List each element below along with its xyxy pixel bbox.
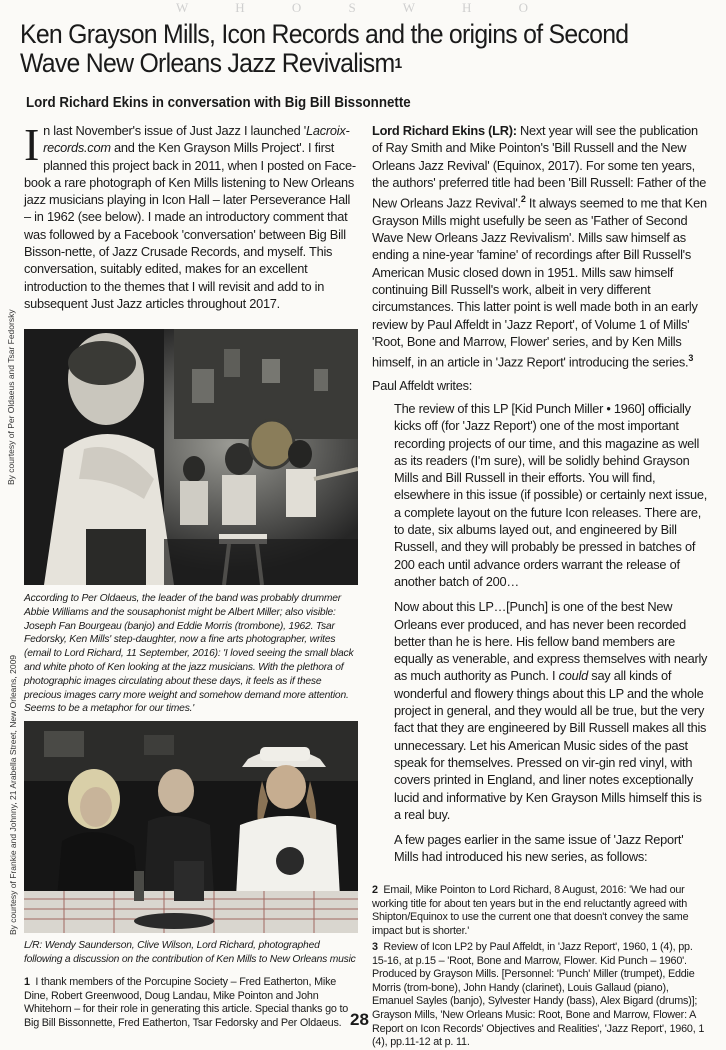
quote-2-a: Now about this LP…[Punch] is one of the best New Orleans ever produced, and has never been recorded better than he is here. His fellow band members are equally as venerable, and express themselves with nearly as much authority as Punch. I [394,599,708,684]
quote-2-italic: could [558,668,588,684]
footnote-3-number: 3 [372,941,378,953]
left-column-intro [24,119,360,312]
footnote-ref-3: 3 [688,353,694,364]
intro-text-part1: n last November's issue of Just Jazz I launched ' [43,123,306,138]
photo1-illustration [24,329,358,585]
article-subtitle: Lord Richard Ekins in conversation with Big Bill Bissonnette [26,95,411,111]
paragraph-lr-1-a: Next year will see the publication of Ray Smith and Mike Pointon's 'Bill Russell and the New Orleans Jazz Revival' (Equinox, 2017). For some ten years, the authors' preferred title had been 'Bill Russell: Father of the New Orleans Jazz Revival'. [372,123,707,211]
masthead-ghost-text: W H O S W H O [175,0,551,15]
title-footnote-marker: 1 [394,55,402,72]
photo2-caption: L/R: Wendy Saunderson, Clive Wilson, Lord Richard, photographed following a discussion on the contribution of Ken Mills to New Orleans music [24,940,356,965]
photo-band-icon-hall-1962 [24,329,358,585]
footnote-2-text: Email, Mike Pointon to Lord Richard, 8 August, 2016: 'We had our working title for about ten years but in the end reluctantly agreed with Shipton/Equinox to use the current one that doesn't convey the same impact but is shorter.' [372,884,689,937]
photo-wendy-clive-richard [24,721,358,933]
photo1-credit: By courtesy of Per Oldaeus and Tsar Fedorsky [6,309,16,485]
footnote-1-number: 1 [24,976,30,988]
intro-text-part2: and the Ken Grayson Mills Project'. I first planned this project back in 2011, when I posted on Face-book a rare photograph of Ken Mills listening to New Orleans jazz musicians playing in Icon Hall – later Perseverance Hall – in 1962 (see below). I made an introductory comment that was followed by a Facebook 'conversation' between Big Bill Bisson-nette, of Jazz Crusade Records, and myself. This conversation, suitably edited, makes for an excellent introduction to the themes that I will revisit and add to in subsequent Just Jazz articles throughout 2017. [24,140,356,311]
photo1-caption: According to Per Oldaeus, the leader of the band was probably drummer Abbie Williams and the sousaphonist might be Albert Miller; also visible: Joseph Fan Bourgeau (banjo) and Eddie Morris (trombone), 1962. Tsar Fedorsky, Ken Mills' step-daughter, now a fine arts photographer, writes (email to Lord Richard, 11 September, 2016): 'I loved seeing the small black and white photo of Ken looking at the jazz musicians. With the plethora of photographic images circulating about these days, it feels as if these precious images carry more weight and somehow demand more attention. Seems to be a metaphor for our times.' [24,593,354,715]
quote-paragraph-2 [394,598,710,823]
quote-paragraph-3: A few pages earlier in the same issue of 'Jazz Report' Mills had introduced his new series, as follows: [394,832,684,865]
paragraph-lr-1 [372,122,710,371]
quote-2-b: say all kinds of wonderful and flowery things about this LP and the whole project in general, and they would all be true, but the very fact that they are engineered by Bill Russell makes all this unnecessary. Let his American Music sides of the past speak for themselves. Pressed on vir-gin red vinyl, with covers printed in England, and liner notes exceptionally lucid and informative by Ken Grayson Mills himself this is a real buy. [394,668,707,822]
article-title-text: Ken Grayson Mills, Icon Records and the origins of Second Wave New Orleans Jazz Revivalism [20,19,629,78]
right-column [372,122,710,866]
drop-cap: I [24,119,40,170]
article-title [20,20,655,78]
footnote-ref-2: 2 [520,194,526,205]
paragraph-affeldt-intro: Paul Affeldt writes: [372,377,473,393]
footnote-3-text: Review of Icon LP2 by Paul Affeldt, in 'Jazz Report', 1960, 1 (4), pp. 15-16, at p.15 – 'Root, Bone and Marrow, Flower. Kid Punch – 1960'. Produced by Grayson Mills. [Personnel: 'Punch' Miller (trumpet), Eddie Morris (trom-bone), John Handy (clarinet), Louis Gallaud (piano), Emanuel Sayles (banjo), Sylvester Handy (bass), Alex Bigard (drums)]; Grayson Mills, 'New Orleans Music: Root, Bone and Marrow, Flower: A Report on Icon Records' Objectives and Realities', 'Jazz Report', 1960, 1 (4), pp.11-12 at p. 11. [372,941,705,1049]
photo2-illustration [24,721,358,933]
footnote-1 [24,976,354,1030]
footnote-2-number: 2 [372,884,378,896]
footnote-3 [372,941,710,1050]
footnote-2 [372,884,710,938]
footnote-1-text: I thank members of the Porcupine Society – Fred Eatherton, Mike Dine, Robert Greenwood, Doug Landau, Mike Pointon and John Whitehorn – for their role in generating this article. Special thanks go to Big Bill Bissonnette, Fred Eatherton, Tsar Fedorsky and Per Oldaeus. [24,976,349,1029]
intro-paragraph [24,119,360,312]
intro-website-name: Lacroix-records.com [43,123,350,156]
quote-paragraph-1: The review of this LP [Kid Punch Miller • 1960] officially kicks off (for 'Jazz Report') one of the most important recording projects of our time, and this magazine as well as its readers (I'm sure), will be solidly behind Grayson Mills and Bill Russell in their efforts. You will find, elsewhere in this issue (if possible) or certainly next issue, a complete layout on the future Icon releases. There are, to date, six albums layed out, and engineered by Bill Russell, and they will probably be pressed in batches of 200 each until advance orders warrant the release of another batch of 200… [394,400,708,589]
paragraph-lr-1-b: It always seemed to me that Ken Grayson Mills might usefully be seen as 'Father of Second Wave New Orleans Jazz Revivalism'. Mills saw himself as ending a nine-year 'famine' of recordings after Bill Russell's American Music closed down in 1951. Mills saw himself continuing Bill Russell's work, albeit in very different circumstances. This latter point is well made both in an early review by Paul Affeldt in 'Jazz Report', of Volume 1 of Mills' 'Root, Bone and Marrow, Flower' series, and by Ken Mills himself, in an article in 'Jazz Report' introducing the series. [372,195,707,370]
page-number: 28 [350,1010,369,1029]
photo2-credit: By courtesy of Frankie and Johnny, 21 Arabella Street, New Orleans, 2009 [8,654,18,935]
speaker-label: Lord Richard Ekins (LR): [372,123,517,138]
